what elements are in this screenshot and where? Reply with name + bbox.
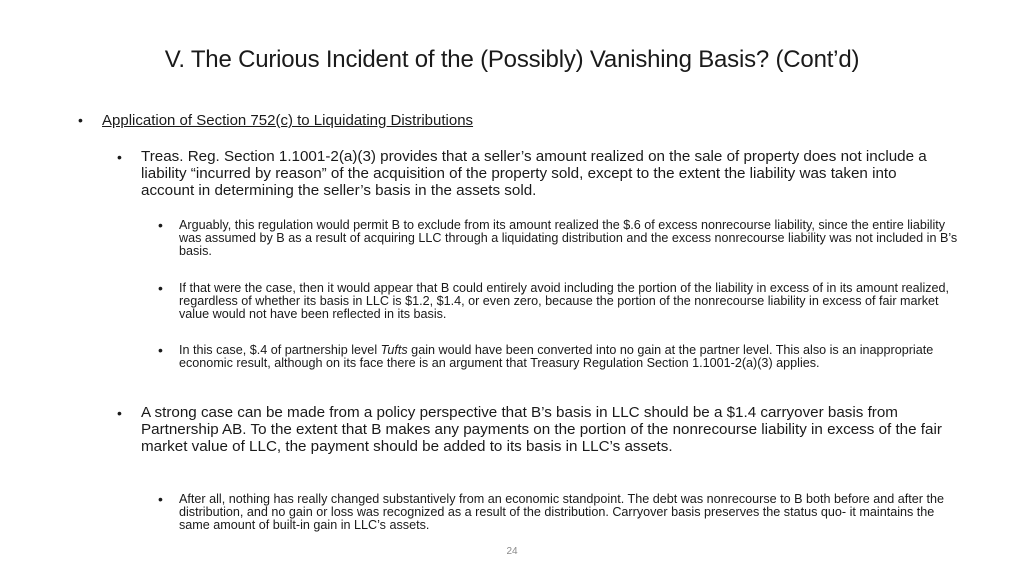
bullet-dot: • xyxy=(158,280,163,296)
bullet-text: Arguably, this regulation would permit B to exclude from its amount realized the $.6 of excess nonrecourse liability, since the entire liability was assumed by B as a result of acquiring LLC through a liquidating distribution and the excess nonrecourse liability was not included in B’s basis. xyxy=(179,218,958,259)
italic-term: Tufts xyxy=(380,343,408,357)
bullet-text: Treas. Reg. Section 1.1001-2(a)(3) provides that a seller’s amount realized on the sale of property does not include a liability “incurred by reason” of the acquisition of the property sold, except to the extent the liability was taken into account in determining the seller’s basis in the assets sold. xyxy=(141,148,927,199)
bullet-level3 xyxy=(158,282,958,322)
bullet-dot: • xyxy=(78,112,83,128)
bullet-level3 xyxy=(158,344,958,370)
bullet-dot: • xyxy=(158,342,163,358)
bullet-dot: • xyxy=(117,149,122,165)
bullet-dot: • xyxy=(158,491,163,507)
bullet-level1 xyxy=(78,112,473,129)
bullet-text: In this case, $.4 of partnership level Tufts gain would have been converted into no gain at the partner level. This also is an inappropriate economic result, although on its face there is an argument that Treasury Regulation Section 1.1001-2(a)(3) applies. xyxy=(179,343,934,371)
page-number: 24 xyxy=(506,546,518,557)
bullet-dot: • xyxy=(117,405,122,421)
bullet-text: If that were the case, then it would appear that B could entirely avoid including the portion of the liability in excess of in its amount realized, regardless of whether its basis in LLC is $1.2, $1.4, or even zero, because the portion of the nonrecourse liability in excess of fair market value would not have been reflected in its basis. xyxy=(179,281,950,322)
bullet-text: After all, nothing has really changed substantively from an economic standpoint. The debt was nonrecourse to B both before and after the distribution, and no gain or loss was recognized as a result of the distribution. Carryover basis preserves the status quo- it maintains the same amount of built-in gain in LLC’s assets. xyxy=(179,492,944,533)
section-heading: Application of Section 752(c) to Liquidating Distributions xyxy=(102,112,474,129)
bullet-level2 xyxy=(117,405,947,455)
slide-title: V. The Curious Incident of the (Possibly) Vanishing Basis? (Cont’d) xyxy=(164,46,860,73)
bullet-text: A strong case can be made from a policy perspective that B’s basis in LLC should be a $1.4 carryover basis from Partnership AB. To the extent that B makes any payments on the portion of the nonrecourse liability in excess of the fair market value of LLC, the payment should be added to its basis in LLC’s assets. xyxy=(141,404,942,455)
bullet-level2 xyxy=(117,149,947,199)
bullet-level3 xyxy=(158,219,958,259)
bullet-dot: • xyxy=(158,217,163,233)
bullet-level3 xyxy=(158,493,958,533)
